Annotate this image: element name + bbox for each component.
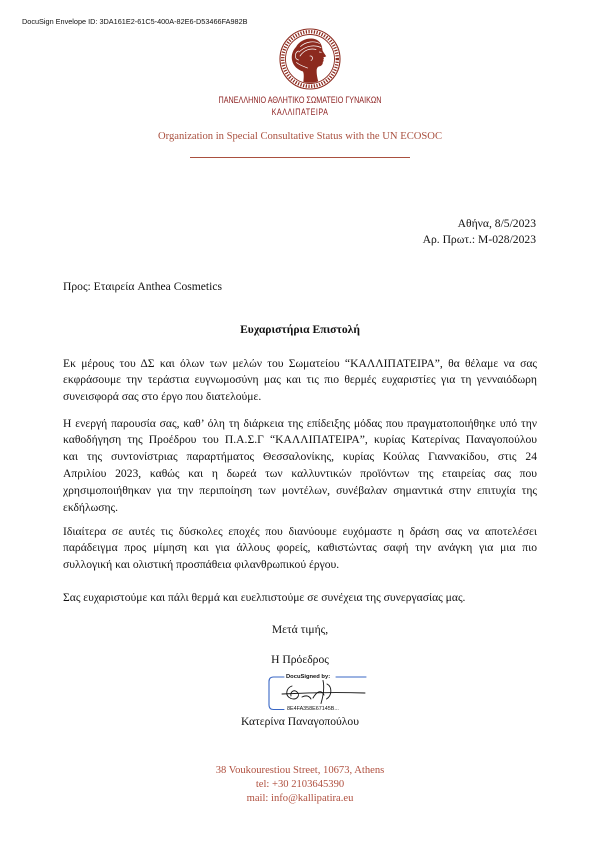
handwritten-signature — [282, 681, 365, 704]
body-line: χρησιμοποιήθηκαν για την περιποίηση των μοντέλων, συνέβαλαν σημαντικά στην επιτυχία της — [63, 483, 537, 497]
organization-name: ΠΑΝΕΛΛΗΝΙΟ ΑΘΛΗΤΙΚΟ ΣΩΜΑΤΕΙΟ ΓΥΝΑΙΚΩΝ — [218, 94, 382, 105]
body-line: καθοδήγηση της Προέδρου του Π.Α.Σ.Γ “ΚΑΛΛΙΠΑΤΕΙΡΑ”, κυρίας Κατερίνας Παναγοπούλου — [63, 433, 537, 447]
body-line: και της συντονίστριας παραρτήματος Θεσσαλονίκης, κυρίας Κούλας Γιαννακίδου, στις 24 — [63, 450, 537, 464]
paragraph — [63, 416, 537, 517]
footer-phone: tel: +30 2103645390 — [255, 779, 345, 790]
body-line: Εκ μέρους του ΔΣ και όλων των μελών του Σωματείου “ΚΑΛΛΙΠΑΤΕΙΡΑ”, θα θέλαμε να σας — [63, 356, 537, 370]
consultative-status: Organization in Special Consultative Status with the UN ECOSOC — [157, 131, 443, 142]
body-line: συνεισφορά σας στο έργο που διατελούμε. — [63, 390, 262, 404]
place-date: Αθήνα, 8/5/2023 — [457, 216, 536, 230]
head-profile — [292, 39, 326, 85]
signer-name: Κατερίνα Παναγοπούλου — [241, 714, 359, 728]
footer-address: 38 Voukourestiou Street, 10673, Athens — [215, 765, 385, 776]
paragraph — [63, 524, 537, 574]
body-line: εκδήλωσης. — [63, 500, 119, 514]
paragraph — [63, 356, 537, 406]
body-line: Ιδιαίτερα σε αυτές τις δύσκολες εποχές που διανύουμε ευχόμαστε η δράση σας να αποτελέσει — [63, 524, 537, 538]
body-line: συλλογική και ολιστική προσπάθεια φιλανθρωπικού έργου. — [63, 558, 340, 572]
header-divider — [190, 157, 410, 158]
body-line: παράδειγμα προς μίμηση και για άλλους φορείς, καθιστώντας σαφή την ανάγκη για μια πιο — [63, 541, 537, 555]
signer-id: 8E4FA358E67145B... — [287, 706, 339, 712]
organization-logo — [279, 28, 341, 90]
body-line: Σας ευχαριστούμε και πάλι θερμά και ευελπιστούμε σε συνέχεια της συνεργασίας μας. — [63, 590, 466, 604]
paragraph — [63, 590, 537, 607]
docusigned-by-label: DocuSigned by: — [286, 674, 331, 680]
body-line: Η ενεργή παρουσία σας, καθ’ όλη τη διάρκεια της επίδειξης μόδας που πραγματοποιήθηκε υπό την — [63, 416, 537, 430]
signer-role: Η Πρόεδρος — [271, 652, 329, 666]
docusign-envelope-id: DocuSign Envelope ID: 3DA161E2-61C5-400A-82E6-D53466FA982B — [22, 17, 248, 26]
organization-short-name: ΚΑΛΛΙΠΑΤΕΙΡΑ — [271, 106, 329, 117]
docusign-stamp — [266, 673, 374, 715]
protocol-number: Αρ. Πρωτ.: Μ-028/2023 — [422, 232, 536, 246]
body-line: Απριλίου 2023, καθώς και η δωρεά των καλλυντικών προϊόντων της εταιρείας σας που — [63, 466, 537, 480]
recipient: Προς: Εταιρεία Anthea Cosmetics — [63, 279, 223, 293]
letter-title: Ευχαριστήρια Επιστολή — [240, 322, 360, 336]
body-line: εκφράσουμε την τεράστια ευγνωμοσύνη μας και τις πιο θερμές ευχαριστίες για τη γενναιόδωρη — [63, 373, 537, 387]
kallipateira-emblem-icon — [279, 28, 341, 90]
footer-email: mail: info@kallipatira.eu — [246, 793, 354, 804]
closing: Μετά τιμής, — [271, 622, 329, 636]
